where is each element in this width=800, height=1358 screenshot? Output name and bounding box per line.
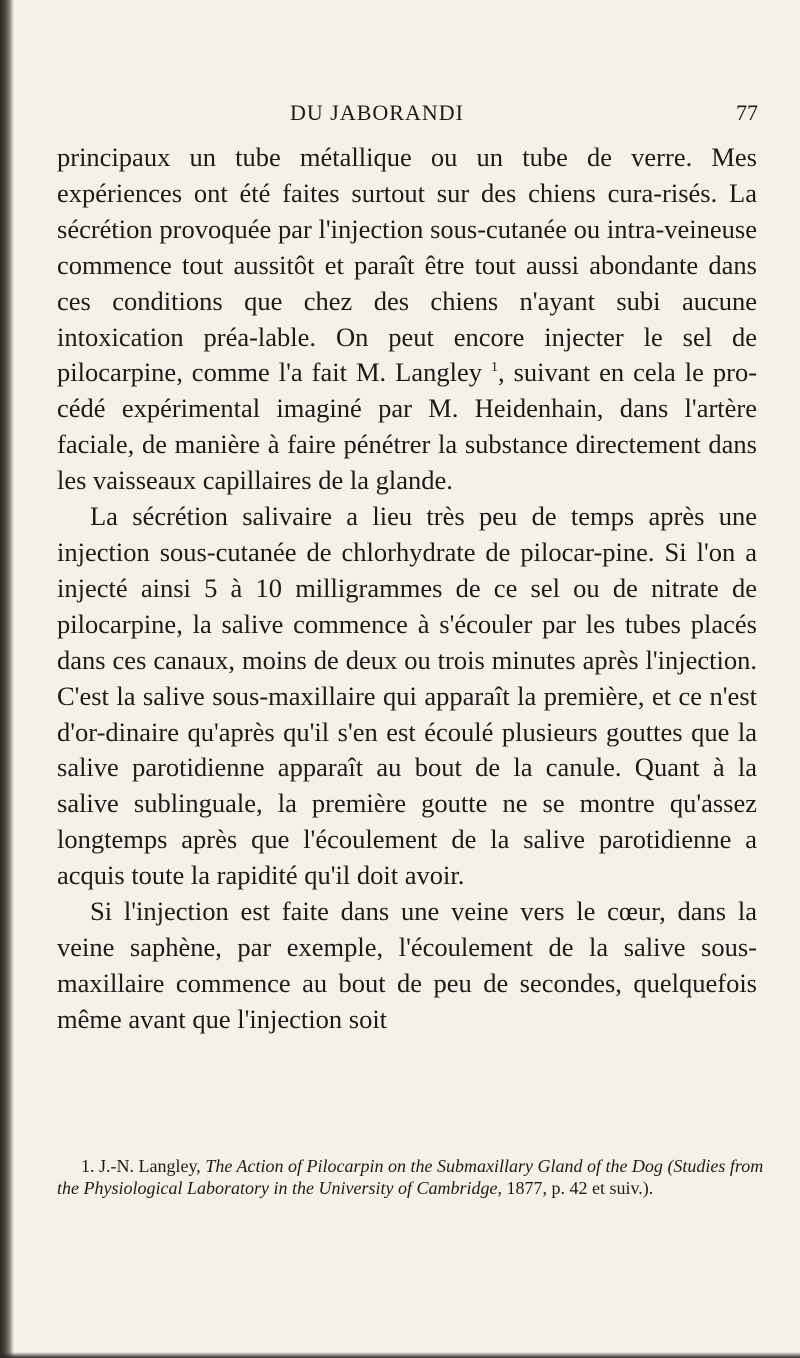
page-number: 77 xyxy=(736,100,758,125)
footnote-title: The Action of Pilocarpin on the Submaxillary Gland of the Dog xyxy=(205,1156,663,1176)
page-bottom-edge xyxy=(0,1352,800,1358)
footnote-marker: 1. xyxy=(81,1156,95,1176)
page-header xyxy=(290,100,780,132)
running-title: DU JABORANDI xyxy=(290,100,464,125)
footnote-tail: 1877, p. 42 et suiv.). xyxy=(506,1178,654,1198)
footnote-series: (Studies from the Physiological Laboratory in the University of Cambridge, xyxy=(57,1156,764,1198)
paragraph-2: La sécrétion salivaire a lieu très peu de temps après une injection sous-cutanée de chlorhydrate de pilocar-pine. Si l'on a injecté ainsi 5 à 10 milligrammes de ce sel ou de nitrate de pilocarpine, la salive commence à s'écouler par les tubes placés dans ces canaux, moins de deux ou trois minutes après l'injection. C'est la salive sous-maxillaire qui apparaît la première, et ce n'est d'or-dinaire qu'après qu'il s'en est écoulé plusieurs gouttes que la salive parotidienne apparaît au bout de la canule. Quant à la salive sublinguale, la première goutte ne se montre qu'assez longtemps après que l'écoulement de la salive parotidienne a acquis toute la rapidité qu'il doit avoir. xyxy=(57,501,757,891)
footnote xyxy=(57,1155,777,1199)
footnote-reference: 1 xyxy=(490,360,498,376)
paragraph-3: Si l'injection est faite dans une veine vers le cœur, dans la veine saphène, par exemple, l'écoulement de la salive sous-maxillaire commence au bout de peu de secondes, quelquefois même avant que l'injection soit xyxy=(57,896,757,1034)
paragraph-1-part-b: , suivant en cela le pro-cédé expérimental imaginé par M. Heidenhain, dans l'artère faciale, de manière à faire pénétrer la substance directement dans les vaisseaux capillaires de la glande. xyxy=(57,357,758,496)
body-text xyxy=(57,140,757,1038)
footnote-author: J.-N. Langley, xyxy=(99,1156,201,1176)
paragraph-1 xyxy=(57,140,757,499)
paragraph-1-part-a: principaux un tube métallique ou un tube de verre. Mes expériences ont été faites surtout sur des chiens cura-risés. La sécrétion provoquée par l'injection sous-cutanée ou intra-veineuse commence tout aussitôt et paraît être tout aussi abondante dans ces conditions que chez des chiens n'ayant subi aucune intoxication préa-lable. On peut encore injecter le sel de pilocarpine, comme l'a fait M. Langley xyxy=(57,142,757,388)
page-binding-edge xyxy=(0,0,14,1358)
